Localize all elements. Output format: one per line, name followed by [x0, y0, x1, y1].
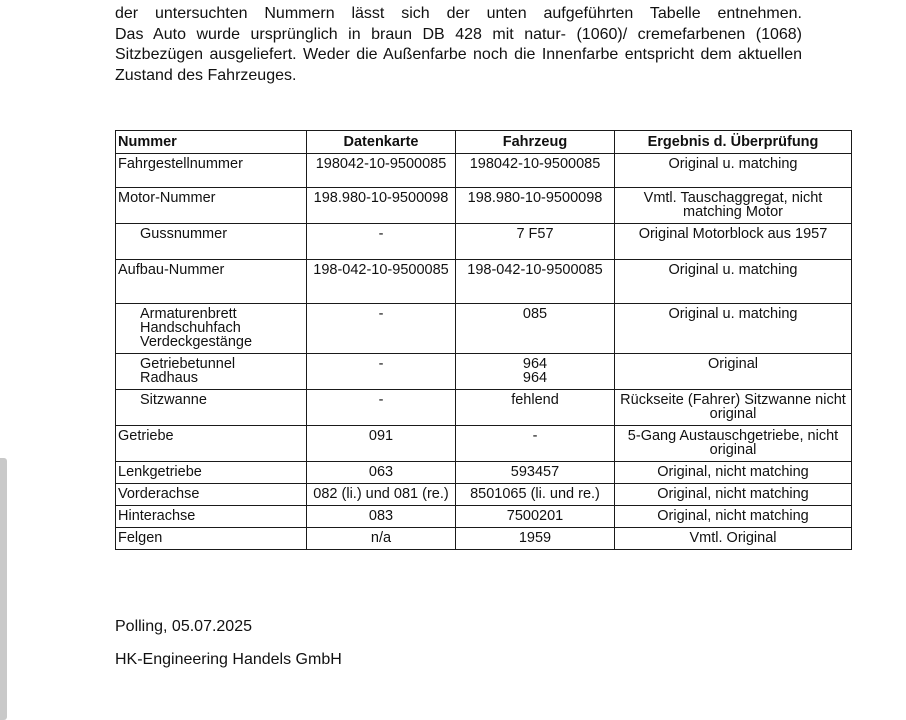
cell-name: Vorderachse [116, 484, 307, 506]
header-nummer: Nummer [116, 131, 307, 154]
header-datenkarte: Datenkarte [307, 131, 456, 154]
cell-datenkarte: 198-042-10-9500085 [307, 260, 456, 304]
cell-datenkarte: 198042-10-9500085 [307, 154, 456, 188]
cell-ergebnis: Vmtl. Tauschaggregat, nicht matching Motor [615, 188, 852, 224]
cell-name-line: Radhaus [140, 370, 199, 386]
cell-name: Gussnummer [116, 224, 307, 260]
table-row [116, 154, 852, 188]
table-row [116, 224, 852, 260]
cell-name-line: Armaturenbrett [140, 306, 237, 322]
table-row [116, 304, 852, 354]
cell-ergebnis: Rückseite (Fahrer) Sitzwanne nicht original [615, 390, 852, 426]
cell-datenkarte: - [307, 224, 456, 260]
inspection-table [115, 130, 852, 550]
place-date: Polling, 05.07.2025 [115, 618, 252, 635]
cell-name: Fahrgestellnummer [116, 154, 307, 188]
header-ergebnis: Ergebnis d. Überprüfung [615, 131, 852, 154]
cell-ergebnis: Original, nicht matching [615, 462, 852, 484]
cell-fahrzeug: 7 F57 [456, 224, 615, 260]
cell-fahrzeug: 085 [456, 304, 615, 354]
table-row [116, 426, 852, 462]
cell-ergebnis: Original, nicht matching [615, 506, 852, 528]
intro-line: Sitzbezügen ausgeliefert. Weder die Außenfarbe noch die Innenfarbe entspricht dem aktuellen [115, 46, 802, 63]
cell-ergebnis: Original u. matching [615, 154, 852, 188]
cell-fahrzeug-line: 964 [522, 370, 548, 386]
cell-name: Lenkgetriebe [116, 462, 307, 484]
table-header-row [116, 131, 852, 154]
cell-datenkarte: 091 [307, 426, 456, 462]
cell-name [116, 354, 307, 390]
cell-datenkarte: 063 [307, 462, 456, 484]
cell-datenkarte: 083 [307, 506, 456, 528]
cell-ergebnis: 5-Gang Austauschgetriebe, nicht original [615, 426, 852, 462]
header-fahrzeug: Fahrzeug [456, 131, 615, 154]
table-row [116, 506, 852, 528]
cell-name: Felgen [116, 528, 307, 550]
table-row [116, 390, 852, 426]
cell-name [116, 304, 307, 354]
cell-name: Motor-Nummer [116, 188, 307, 224]
cell-fahrzeug-line: 964 [522, 356, 548, 372]
cell-name: Sitzwanne [116, 390, 307, 426]
intro-line: Zustand des Fahrzeuges. [115, 66, 297, 84]
cell-datenkarte: n/a [307, 528, 456, 550]
intro-paragraph [115, 4, 802, 86]
cell-name: Hinterachse [116, 506, 307, 528]
table-row [116, 354, 852, 390]
cell-name: Aufbau-Nummer [116, 260, 307, 304]
cell-fahrzeug: 198.980-10-9500098 [456, 188, 615, 224]
cell-fahrzeug: - [456, 426, 615, 462]
cell-ergebnis: Original u. matching [615, 304, 852, 354]
cell-name-line: Getriebetunnel [140, 356, 236, 372]
cell-datenkarte: - [307, 304, 456, 354]
company-name: HK-Engineering Handels GmbH [115, 651, 342, 668]
cell-datenkarte: 198.980-10-9500098 [307, 188, 456, 224]
cell-ergebnis: Original, nicht matching [615, 484, 852, 506]
cell-name: Getriebe [116, 426, 307, 462]
table-row [116, 484, 852, 506]
cell-fahrzeug: 593457 [456, 462, 615, 484]
cell-name-line: Handschuhfach [140, 320, 241, 336]
intro-line: der untersuchten Nummern lässt sich der unten aufgeführten Tabelle entnehmen. [115, 5, 802, 22]
cell-ergebnis: Original [615, 354, 852, 390]
cell-fahrzeug: 198-042-10-9500085 [456, 260, 615, 304]
cell-fahrzeug: 1959 [456, 528, 615, 550]
cell-fahrzeug: fehlend [456, 390, 615, 426]
cell-name-line: Verdeckgestänge [140, 334, 253, 350]
intro-line: Das Auto wurde ursprünglich in braun DB 428 mit natur- (1060)/ cremefarbenen (1068) [115, 25, 802, 43]
table-row [116, 260, 852, 304]
cell-fahrzeug [456, 354, 615, 390]
table-row [116, 528, 852, 550]
scrollbar[interactable] [0, 458, 7, 720]
cell-fahrzeug: 7500201 [456, 506, 615, 528]
table-row [116, 462, 852, 484]
table-row [116, 188, 852, 224]
cell-ergebnis: Vmtl. Original [615, 528, 852, 550]
cell-fahrzeug: 8501065 (li. und re.) [456, 484, 615, 506]
cell-datenkarte: 082 (li.) und 081 (re.) [307, 484, 456, 506]
cell-ergebnis: Original Motorblock aus 1957 [615, 224, 852, 260]
cell-ergebnis: Original u. matching [615, 260, 852, 304]
cell-datenkarte: - [307, 354, 456, 390]
cell-fahrzeug: 198042-10-9500085 [456, 154, 615, 188]
cell-datenkarte: - [307, 390, 456, 426]
